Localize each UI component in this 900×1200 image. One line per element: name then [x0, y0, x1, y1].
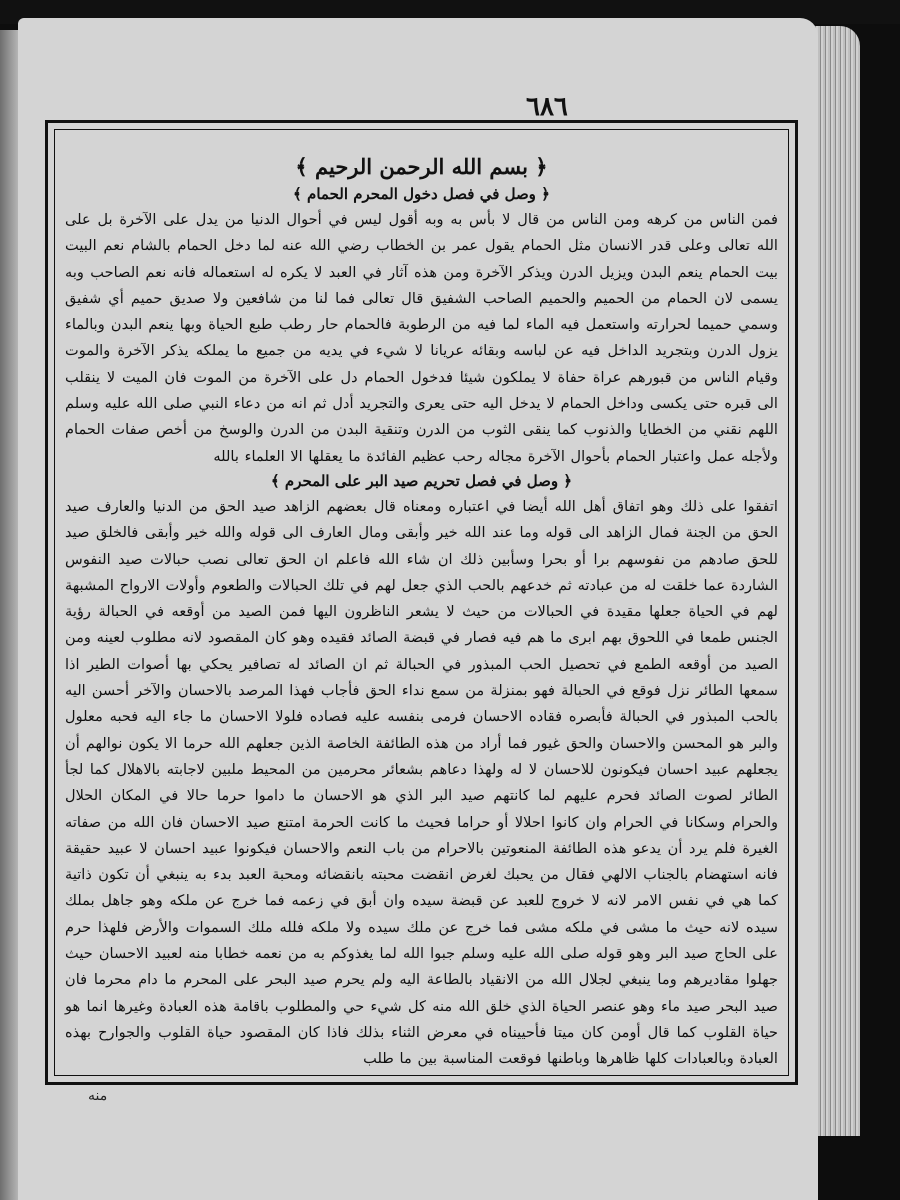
basmala-heading: ﴿ بسم الله الرحمن الرحيم ﴾ — [295, 154, 548, 179]
section-heading-hunting: ﴿ وصل في فصل تحريم صيد البر على المحرم ﴾ — [270, 471, 573, 490]
text-frame — [45, 120, 798, 1085]
section-text-hunting: اتفقوا على ذلك وهو اتفاق أهل الله أيضا في اعتباره ومعناه قال بعضهم الزاهد صيد الحق من الدنيا والعارف صيد الحق من الجنة فمال الزاهد الى قوله وما عند الله خير وأبقى ومال العارف الى قوله والله خير وأبقى فالخلق صيد للحق صادهم من نفوسهم برا أو بحرا وسأبين ذلك ان شاء الله فاعلم ان الحق تعالى نصب حبالات صيد النفوس الشاردة عما خلقت له من عبادته ثم خدعهم بالحب الذي جعل لهم في تلك الحبالات والطعوم وأولات الارواح المشبهة لهم في الحياة جعلها مقيدة في الحبالات من حيث لا يشعر الناظرون اليها فمن الصيد من أوقعه في الحبالة رؤية الجنس طمعا في اللحوق بهم ابرى ما هم فيه فصار في قبضة الصائد فقيده وهو كان المقصود لانه مطلوب لعينه ومن الصيد من أوقعه الطمع في تحصيل الحب المبذور في الحبالة ثم ان الصائد له تصافير يحكي بها أصوات الطير اذا سمعها الطائر نزل فوقع في الحبالة فهو بمنزلة من سمع نداء الحق فأجاب فهذا المرصد بالاحسان والآخر أحسن اليه بالحب المبذور في الحبالة فأبصره فقاده الاحسان فرمى بنفسه عليه فصاده فلولا الاحسان ما جاء اليه فحبه معلول والبر هو المحسن والاحسان والحق غيور فما أراد من هذه الطائفة الخاصة الذين جعلهم الله حرما الا يكون نوالهم أن يجعلهم عبيد احسان فيكونون للاحسان لا له ولهذا دعاهم بشعائر محرمين من المحيط ملبين لاجابته بالاهلال كما لجأ الطائر لصوت الصائد فحرم عليهم لما كانتهم صيد البر الذي هو الاحسان ما داموا حرما حالا في المكان الحلال والحرام وسكانا في الحرام وان كانوا احلالا أو حراما فحيث ما كانت الحرمة امتنع صيد الاحسان فان الله من صفاته الغيرة فلم يرد أن يدعو هذه الطائفة المنعوتين بالاحرام من باب النعم والاحسان فيكونوا عبيد احسان لا عبيد حقيقة فانه استهضام بالجناب الالهي فقال من يحبك لغرض انقضت محبته بانقضائه ومحبة العبد بدء به ينبغي أن تكون ذاتية كما هي في نفس الامر لانه لا خروج للعبد عن قبضة سيده وان أبق في زعمه فما خرج عن ملكه وهو جاهل بملك سيده لانه حيث ما مشى في ملكه مشى فما خرج عن ملك سيده ولا ملكه فلله ملك السموات والأرض فلهذا حرم على الحاج صيد البر وهو قوله صلى الله عليه وسلم جبوا الله لما يغذوكم به من نعمه خطابا منه لعبيد الاحسان حيث جهلوا مقاديرهم وما ينبغي لجلال الله من الانقياد بالطاعة اليه ولم يحرم صيد البحر على المحرم ما دام محرما فان صيد البحر صيد ماء وهو عنصر الحياة الذي خلق الله منه كل شيء حي والمطلوب باقامة هذه العبادة وغيرها انما هو حياة القلوب كما قال أومن كان ميتا فأحييناه في معرض الثناء بذلك فاذا كان المقصود حياة القلوب والجوارح بهذه العبادة وبالعبادات كلها ظاهرها وباطنها فوقعت المناسبة بين ما طلب — [65, 497, 778, 1068]
page-number: ٦٨٦ — [526, 92, 568, 122]
text-frame-inner — [54, 129, 789, 1076]
section-text-hammam: فمن الناس من كرهه ومن الناس من قال لا بأس به وبه أقول ليس في أحوال الدنيا من يدل على الآخرة بل على الله تعالى وعلى قدر الانسان مثل الحمام يقول عمر بن الخطاب رضي الله عنه لما دخل الحمام بالشام نعم البيت بيت الحمام ينعم البدن ويزيل الدرن ويذكر الآخرة ومن هذه آثار في العبد لا يكره له استعماله فانه نعم الصاحب وبه يسمى لان الحمام من الحميم والحميم الصاحب الشفيق قال تعالى فما لنا من شافعين ولا صديق حميم أي شفيق وسمي حميما لحرارته واستعمل فيه الماء لما فيه من الرطوبة فالحمام حار رطب طبع الحياة وبها ينعم البدن وبالماء يزول الدرن وبتجريد الداخل فيه عن لباسه وبقائه عريانا لا شيء في يديه من جميع ما يملكه يذكر الآخرة والموت وقيام الناس من قبورهم عراة حفاة لا يملكون شيئا فدخول الحمام دل على الآخرة من الموت فان الميت لا ينقلب الى قبره حتى يكسى وداخل الحمام لا يدخل اليه حتى يعرى والتجريد أدل ثم انه من دعاء النبي صلى الله عليه وسلم اللهم نقني من الخطايا والذنوب كما ينقى الثوب من الدرن وتنقية البدن من الدرن والوسخ من أخص صفات الحمام ولأجله عمل واعتبار الحمام بأحوال الآخرة مجاله رحب عظيم الفائدة ما يعقلها الا العلماء بالله — [65, 211, 778, 465]
book-left-edge — [0, 30, 20, 1200]
catchword: منه — [88, 1088, 108, 1104]
section-heading-hammam: ﴿ وصل في فصل دخول المحرم الحمام ﴾ — [293, 185, 550, 203]
